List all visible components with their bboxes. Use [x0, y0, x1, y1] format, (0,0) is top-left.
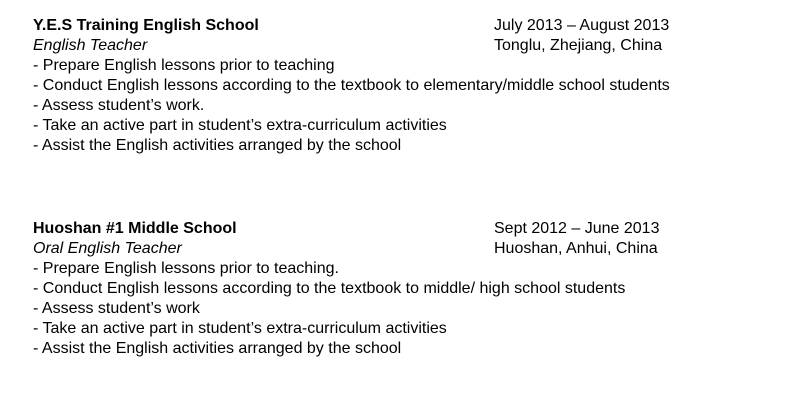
organization-name: Y.E.S Training English School	[33, 17, 259, 34]
duty-item: - Prepare English lessons prior to teaching	[33, 57, 335, 74]
job-location: Tonglu, Zhejiang, China	[494, 37, 663, 54]
duty-item: - Conduct English lessons according to the textbook to elementary/middle school students	[33, 77, 670, 94]
duty-item: - Assist the English activities arranged by the school	[33, 137, 402, 154]
duty-item: - Assist the English activities arranged by the school	[33, 340, 402, 357]
entry-subheader	[33, 239, 773, 259]
duties-list	[33, 259, 773, 359]
duty-item: - Prepare English lessons prior to teaching.	[33, 260, 339, 277]
job-location: Huoshan, Anhui, China	[494, 240, 658, 257]
duty-item: - Conduct English lessons according to the textbook to middle/ high school students	[33, 280, 626, 297]
duty-item: - Assess student’s work.	[33, 97, 205, 114]
employment-dates: Sept 2012 – June 2013	[494, 220, 660, 237]
job-title: English Teacher	[33, 37, 148, 54]
duty-item: - Take an active part in student’s extra-curriculum activities	[33, 117, 447, 134]
job-title: Oral English Teacher	[33, 240, 182, 257]
entry-header	[33, 16, 773, 36]
experience-entry	[33, 16, 773, 156]
entry-header	[33, 219, 773, 239]
entry-subheader	[33, 36, 773, 56]
duty-item: - Assess student’s work	[33, 300, 200, 317]
duties-list	[33, 56, 773, 156]
employment-dates: July 2013 – August 2013	[494, 17, 670, 34]
experience-entry	[33, 219, 773, 359]
duty-item: - Take an active part in student’s extra-curriculum activities	[33, 320, 447, 337]
organization-name: Huoshan #1 Middle School	[33, 220, 237, 237]
